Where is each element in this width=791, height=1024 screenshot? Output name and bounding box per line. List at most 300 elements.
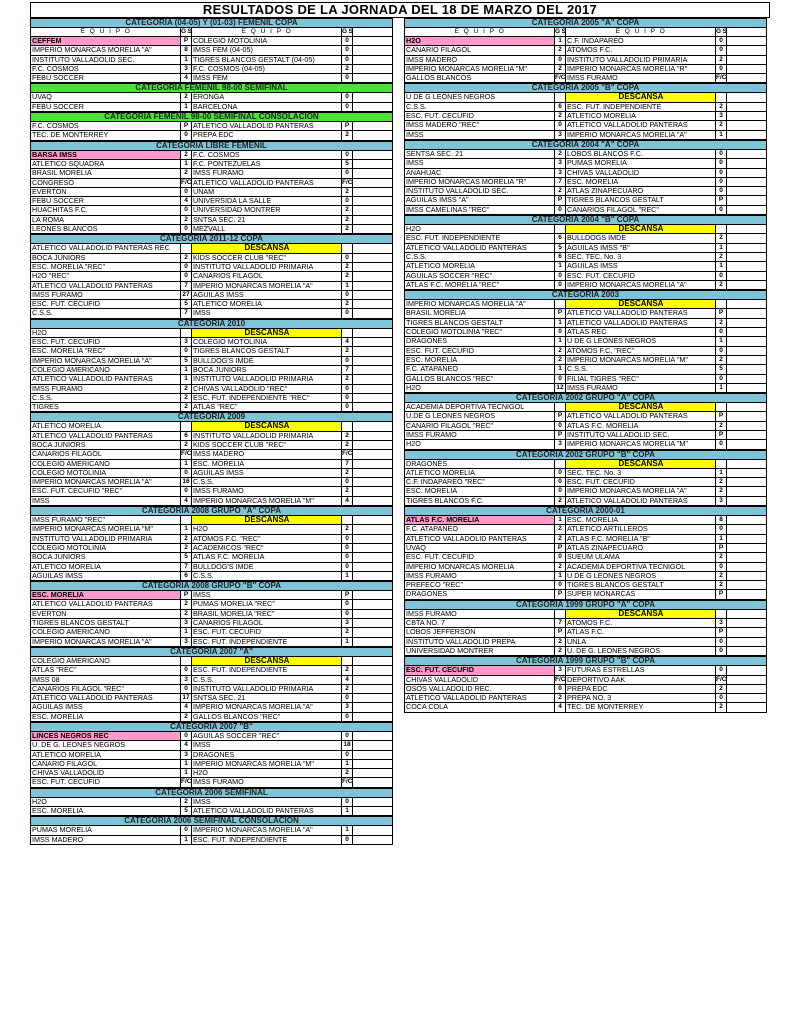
home-team: IMPERIO MONARCAS MORELIA "M" <box>406 64 527 73</box>
home-score: 1 <box>180 103 192 111</box>
match-row <box>404 111 767 120</box>
home-score <box>180 516 192 524</box>
match-row <box>30 215 393 224</box>
home-team: ESC. FUT. CECUFID <box>406 112 474 121</box>
home-team: F.C. COSMOS <box>32 122 79 131</box>
home-team: ATLAS "REC" <box>32 666 77 675</box>
match-row <box>30 36 393 45</box>
away-score: 2 <box>715 253 727 261</box>
away-score: 2 <box>341 628 353 636</box>
away-score: P <box>341 591 353 599</box>
away-team: U DE G LEONES NEGROS <box>567 571 657 580</box>
away-score <box>341 657 353 665</box>
away-team: F.C. PONTEZUELAS <box>193 159 261 168</box>
home-score: 0 <box>554 469 566 477</box>
match-row <box>30 750 393 759</box>
match-row <box>404 627 767 636</box>
home-score: 0 <box>554 272 566 280</box>
away-score: 2 <box>341 225 353 233</box>
match-row <box>30 562 393 571</box>
away-score: 0 <box>341 169 353 177</box>
away-team: ATLETICO VALLADOLID PANTERAS <box>567 412 688 421</box>
home-score: 1 <box>180 525 192 533</box>
away-team: CANARIOS FILAGOL "REC" <box>567 205 659 214</box>
away-team: DESCANSA <box>566 93 715 101</box>
match-row <box>30 571 393 581</box>
home-team: ESC. FUT. CECUFID <box>32 300 100 309</box>
away-score: 0 <box>341 56 353 64</box>
away-team: ESC. FUT. CECUFID <box>193 628 261 637</box>
home-team: ATLAS F.C. MORELIA <box>405 516 554 524</box>
home-team: DRAGONES <box>406 459 448 468</box>
away-score <box>715 93 727 101</box>
away-team: SNTSA SEC. 21 <box>193 215 246 224</box>
match-row <box>404 261 767 270</box>
home-team: CANARIO FILAGOL "REC" <box>406 421 494 430</box>
away-team: C.S.S. <box>567 365 588 374</box>
match-row <box>30 346 393 355</box>
away-team: PREPA NO. 3 <box>567 694 612 703</box>
home-team: ESC. MORELIA <box>32 712 84 721</box>
match-row <box>404 609 767 618</box>
away-team: ATLAS F.C. <box>567 628 605 637</box>
home-score: 2 <box>180 93 192 101</box>
home-score <box>554 225 566 233</box>
home-score: 1 <box>554 365 566 373</box>
away-team: ESC. FUT. INDEPENDIENTE <box>193 637 288 646</box>
home-score: P <box>180 591 192 599</box>
away-team: ATLAS F.C. MORELIA <box>567 421 639 430</box>
match-row <box>404 224 767 233</box>
match-row <box>30 262 393 271</box>
away-team: GALLOS BLANCOS "REC" <box>193 712 281 721</box>
match-row <box>404 665 767 674</box>
home-score: 1 <box>554 319 566 327</box>
home-score: 2 <box>180 610 192 618</box>
away-score: 2 <box>715 121 727 129</box>
home-score <box>554 403 566 411</box>
away-score: 0 <box>715 159 727 167</box>
home-score: 0 <box>180 272 192 280</box>
away-score: 0 <box>715 65 727 73</box>
away-team: PUMAS MORELIA <box>567 159 627 168</box>
away-team: IMSS FEM (04-05) <box>193 46 253 55</box>
away-team: IMSS MADERO <box>193 450 245 459</box>
away-team: ESC. FUT. INDEPENDIENTE <box>567 102 662 111</box>
home-team: TEC. DE MONTERREY <box>32 131 109 140</box>
away-team: SUEUM ULAMA <box>567 553 620 562</box>
match-row <box>404 468 767 477</box>
match-row <box>30 468 393 477</box>
away-team: ATLETICO VALLADOLID PANTERAS <box>567 318 688 327</box>
home-score: 3 <box>180 676 192 684</box>
home-team: IMPERIO MONARCAS MORELIA "A" <box>32 637 152 646</box>
home-team: U DE G LEONES NEGROS <box>406 93 496 102</box>
match-row <box>404 421 767 430</box>
home-team: IMPERIO MONARCAS MORELIA <box>406 562 515 571</box>
away-team: C.S.S. <box>193 478 214 487</box>
away-score: 2 <box>341 769 353 777</box>
away-score: 5 <box>715 365 727 373</box>
home-team: BOCA JUNIORS <box>32 553 86 562</box>
match-row <box>404 515 767 524</box>
match-row <box>404 374 767 383</box>
column-subheader <box>404 27 767 36</box>
away-team: IMSS <box>193 741 211 750</box>
match-row <box>30 178 393 187</box>
away-score: 0 <box>341 563 353 571</box>
home-team: ESC. FUT. CECUFID <box>406 553 474 562</box>
match-row <box>404 562 767 571</box>
away-team: IMSS FURAMO <box>193 778 244 787</box>
home-team: ESC. MORELIA <box>32 807 84 816</box>
match-row <box>404 693 767 702</box>
away-team: ATLAS "REC" <box>193 403 238 412</box>
away-team: INSTITUTO VALLADOLID PRIMARIA <box>193 262 314 271</box>
away-team: UNIVERSIDAD MONTRER <box>193 206 281 215</box>
away-team: BRASIL MORELIA "REC" <box>193 609 275 618</box>
away-score: 1 <box>341 826 353 834</box>
away-score: 7 <box>341 366 353 374</box>
subheader-gs-b: GS <box>716 28 729 35</box>
away-team: TIGRES BLANCOS GESTALT <box>567 581 664 590</box>
match-row <box>30 702 393 711</box>
home-score: 0 <box>554 581 566 589</box>
home-team: COLEGIO AMERICANO <box>32 365 110 374</box>
away-score <box>715 610 727 618</box>
match-row <box>30 590 393 599</box>
away-team: C.F. INDAPAREO <box>567 37 624 45</box>
home-score: 1 <box>180 375 192 383</box>
away-team: ATLETICO VALLADOLID PANTERAS <box>567 309 688 318</box>
home-team: ATLETICO VALLADOLID PANTERAS <box>32 431 153 440</box>
away-team: DESCANSA <box>566 225 715 233</box>
home-team: ANAHUAC <box>406 168 442 177</box>
home-team: COLEGIO AMERICANO <box>32 459 110 468</box>
column-subheader <box>30 27 393 36</box>
away-score: 0 <box>341 151 353 159</box>
home-score: 0 <box>554 478 566 486</box>
away-score: 2 <box>341 685 353 693</box>
away-score: 2 <box>341 347 353 355</box>
away-team: COLEGIO MOTOLINIA <box>193 37 268 45</box>
away-team: INSTITUTO VALLADOLID PRIMARIA <box>193 375 314 384</box>
away-score: 0 <box>715 46 727 54</box>
home-score: P <box>554 412 566 420</box>
away-score: P <box>715 590 727 598</box>
home-score: 2 <box>554 647 566 655</box>
subheader-gs-a: GS <box>555 28 568 35</box>
home-team: CANARIO FILAGOL <box>406 46 472 55</box>
home-team: ATLAS F.C. MORELIA "REC" <box>406 280 500 289</box>
match-row <box>30 440 393 449</box>
home-score: 3 <box>554 159 566 167</box>
category-header: CATEGORIA FEMENIL 98-00 SEMIFINAL CONSOLACION <box>30 112 393 121</box>
away-score: 0 <box>715 440 727 448</box>
home-score: 3 <box>554 169 566 177</box>
away-team: AGUILAS IMSS "B" <box>567 243 630 252</box>
home-score: P <box>180 37 192 45</box>
away-team: IMSS FURAMO <box>193 487 244 496</box>
away-team: IMPERIO MONARCAS MORELIA "M" <box>193 759 314 768</box>
home-team: BRASIL MORELIA <box>32 169 92 178</box>
home-score: 6 <box>180 432 192 440</box>
away-team: UNIVERSIDA LA SALLE <box>193 197 272 206</box>
away-score: 0 <box>341 798 353 806</box>
home-team: ESC. MORELIA <box>406 487 458 496</box>
away-team: ATLETICO VALLADOLID PANTERAS <box>193 178 314 187</box>
home-team: IMPERIO MONARCAS MORELIA "R" <box>406 177 527 186</box>
away-team: DESCANSA <box>192 422 341 430</box>
away-score: 0 <box>341 309 353 317</box>
home-team: TIGRES BLANCOS F.C. <box>406 496 484 505</box>
home-team: IMSS FURAMO <box>406 609 457 618</box>
away-team: IMSS FURAMO <box>193 169 244 178</box>
away-team: ATLETICO VALLADOLID PANTERAS <box>567 121 688 130</box>
home-score: 1 <box>554 337 566 345</box>
away-team: AGUILAS IMSS <box>193 468 244 477</box>
away-score: 2 <box>341 206 353 214</box>
away-score: 2 <box>715 56 727 64</box>
match-row <box>404 73 767 83</box>
away-team: SEC. TEC. No. 3 <box>567 252 622 261</box>
home-score: 3 <box>180 65 192 73</box>
home-team: IMSS 08 <box>32 675 60 684</box>
home-score: 0 <box>180 188 192 196</box>
match-row <box>30 224 393 234</box>
away-score: 2 <box>715 703 727 711</box>
home-score: 1 <box>180 460 192 468</box>
away-team: TIGRES BLANCOS GESTALT (04-05) <box>193 55 315 64</box>
home-score: P <box>554 590 566 598</box>
away-team: BOCA JUNIORS <box>193 365 247 374</box>
away-score: 1 <box>715 131 727 139</box>
home-team: ESC. MORELIA "REC" <box>32 347 106 356</box>
match-row <box>30 253 393 262</box>
home-score <box>180 422 192 430</box>
away-score: 0 <box>341 553 353 561</box>
match-row <box>404 346 767 355</box>
away-score: 2 <box>341 469 353 477</box>
home-score: 5 <box>180 807 192 815</box>
home-score: 7 <box>180 309 192 317</box>
home-score: 2 <box>554 65 566 73</box>
away-team: IMPERIO MONARCAS MORELIA "A" <box>193 826 313 835</box>
home-team: COLEGIO MOTOLINIA <box>32 468 107 477</box>
home-team: CHIVAS VALLADOLID <box>406 675 479 684</box>
away-score: 2 <box>715 553 727 561</box>
away-score <box>715 460 727 468</box>
match-row <box>30 271 393 280</box>
match-row <box>30 308 393 318</box>
category-header: CATEGORIA 2006 SEMIFINAL CONSOLACION <box>30 816 393 825</box>
match-row <box>30 393 393 402</box>
away-score: 2 <box>715 356 727 364</box>
home-team: H2O <box>32 797 47 806</box>
away-score: 1 <box>341 638 353 646</box>
match-row <box>30 374 393 383</box>
home-score: 0 <box>180 469 192 477</box>
away-team: DESCANSA <box>566 610 715 618</box>
away-team: UNLA <box>567 637 587 646</box>
away-team: DESCANSA <box>566 403 715 411</box>
match-row <box>30 384 393 393</box>
home-team: TIGRES <box>32 403 59 412</box>
match-row <box>404 459 767 468</box>
home-score: F/C <box>181 778 192 786</box>
away-score <box>715 300 727 308</box>
away-score: P <box>715 431 727 439</box>
home-score: 0 <box>554 281 566 289</box>
subheader-team-a: E Q U I P O <box>454 28 506 35</box>
away-score: 7 <box>341 460 353 468</box>
away-score: 2 <box>715 685 727 693</box>
home-score: 2 <box>180 385 192 393</box>
home-score: 4 <box>180 741 192 749</box>
home-team: ESC. MORELIA <box>31 591 180 599</box>
away-team: ATLETICO VALLADOLID PANTERAS <box>193 122 314 131</box>
away-score: P <box>715 628 727 636</box>
away-score: 0 <box>341 197 353 205</box>
category-header: CATEGORIA FEMENIL 98-00 SEMIFINAL <box>30 83 393 92</box>
away-score: F/C <box>342 450 353 458</box>
away-team: ESC. FUT. CECUFID <box>567 271 635 280</box>
home-team: PUMAS MORELIA <box>32 826 92 835</box>
away-team: ACADEMICOS "REC" <box>193 543 264 552</box>
away-score: 0 <box>715 206 727 214</box>
match-row <box>404 571 767 580</box>
home-score: 2 <box>180 798 192 806</box>
match-row <box>404 168 767 177</box>
away-score: 2 <box>341 188 353 196</box>
right-column <box>404 18 767 713</box>
match-row <box>30 656 393 665</box>
subheader-gs-a: GS <box>181 28 194 35</box>
home-score: 3 <box>180 338 192 346</box>
home-score: 5 <box>180 300 192 308</box>
away-score: 8 <box>715 516 727 524</box>
home-score: 0 <box>554 206 566 214</box>
match-row <box>404 271 767 280</box>
away-team: ATLETICO ARTILLEROS <box>567 525 648 534</box>
match-row <box>30 243 393 252</box>
home-score: 2 <box>180 403 192 411</box>
away-score: 0 <box>715 178 727 186</box>
home-team: CONGRESO <box>32 178 74 187</box>
home-team: C.S.S. <box>32 393 53 402</box>
home-score: P <box>554 431 566 439</box>
away-score: 2 <box>341 263 353 271</box>
home-score: 1 <box>554 572 566 580</box>
match-row <box>30 543 393 552</box>
match-row <box>30 797 393 806</box>
match-row <box>30 64 393 73</box>
match-row <box>404 318 767 327</box>
home-team: IMPERIO MONARCAS MORELIA "A" <box>406 300 526 309</box>
home-team: H2O <box>406 440 421 449</box>
category-header: CATEGORIA 1999 GRUPO "A" COPA <box>404 600 767 609</box>
away-team: PREPA EDC <box>567 684 608 693</box>
away-team: CHIVAS VALLADOLID "REC" <box>193 384 288 393</box>
away-score: 4 <box>341 676 353 684</box>
home-team: IMSS <box>406 130 424 139</box>
match-row <box>404 252 767 261</box>
home-team: IMSS MADERO <box>32 835 84 844</box>
match-row <box>404 702 767 712</box>
away-score: 1 <box>715 384 727 392</box>
away-score: 0 <box>341 535 353 543</box>
home-team: ATLETICO MORELIA <box>32 750 101 759</box>
home-score: 2 <box>554 347 566 355</box>
home-team: GALLOS BLANCOS "REC" <box>406 374 494 383</box>
away-team: DESCANSA <box>192 244 341 252</box>
match-row <box>404 308 767 317</box>
home-team: ATLETICO MORELIA <box>32 422 101 431</box>
home-team: INSTITUTO VALLADOLID SEC. <box>406 187 509 196</box>
home-score: 0 <box>180 225 192 233</box>
away-score: 0 <box>715 347 727 355</box>
home-score: 6 <box>554 234 566 242</box>
match-row <box>404 402 767 411</box>
away-team: DRAGONES <box>193 750 235 759</box>
away-team: IMPERIO MONARCAS MORELIA "M" <box>567 355 688 364</box>
match-row <box>30 459 393 468</box>
home-score: 6 <box>180 572 192 580</box>
match-row <box>404 149 767 158</box>
away-score: 0 <box>341 600 353 608</box>
home-score: 1 <box>180 366 192 374</box>
home-team: ESC. FUT. CECUFID <box>405 666 554 674</box>
category-header: CATEGORIA 2010 <box>30 319 393 328</box>
match-row <box>30 609 393 618</box>
away-team: DEPORTIVO AAK <box>567 675 626 684</box>
away-score: 0 <box>715 187 727 195</box>
away-team: ATLAS ZINAPECUARO <box>567 187 644 196</box>
home-team: CANARIO FILAGOL <box>32 759 98 768</box>
away-team: BULLDOGS IMDE <box>567 234 627 243</box>
home-score: 2 <box>554 563 566 571</box>
away-score: 4 <box>341 497 353 505</box>
home-team: ESC. FUT. INDEPENDIENTE <box>406 234 501 243</box>
home-team: ATLETICO VALLADOLID PANTERAS REC <box>32 244 170 253</box>
match-row <box>404 684 767 693</box>
away-score: 0 <box>715 328 727 336</box>
away-score: 2 <box>715 487 727 495</box>
away-team: BULLDOG'S IMDE <box>193 562 254 571</box>
home-team: IMSS <box>32 496 50 505</box>
away-score: 2 <box>341 666 353 674</box>
away-score: 2 <box>715 281 727 289</box>
home-score: 1 <box>180 628 192 636</box>
away-score: 0 <box>341 713 353 721</box>
away-team: ACADEMIA DEPORTIVA TECNIGOL <box>567 562 686 571</box>
match-row <box>404 120 767 129</box>
home-score: 1 <box>180 760 192 768</box>
home-score: 2 <box>554 150 566 158</box>
away-score: 2 <box>341 441 353 449</box>
home-team: ATLETICO VALLADOLID PANTERAS <box>32 375 153 384</box>
home-team: PREFECO "REC" <box>406 581 464 590</box>
match-row <box>30 205 393 214</box>
match-row <box>404 552 767 561</box>
match-row <box>30 675 393 684</box>
home-score <box>180 244 192 252</box>
match-row <box>30 835 393 845</box>
home-score: 12 <box>554 384 566 392</box>
category-header: CATEGORIA (04-05) Y (01-03) FEMENIL COPA <box>30 18 393 27</box>
home-score: 2 <box>554 638 566 646</box>
match-row <box>30 524 393 533</box>
